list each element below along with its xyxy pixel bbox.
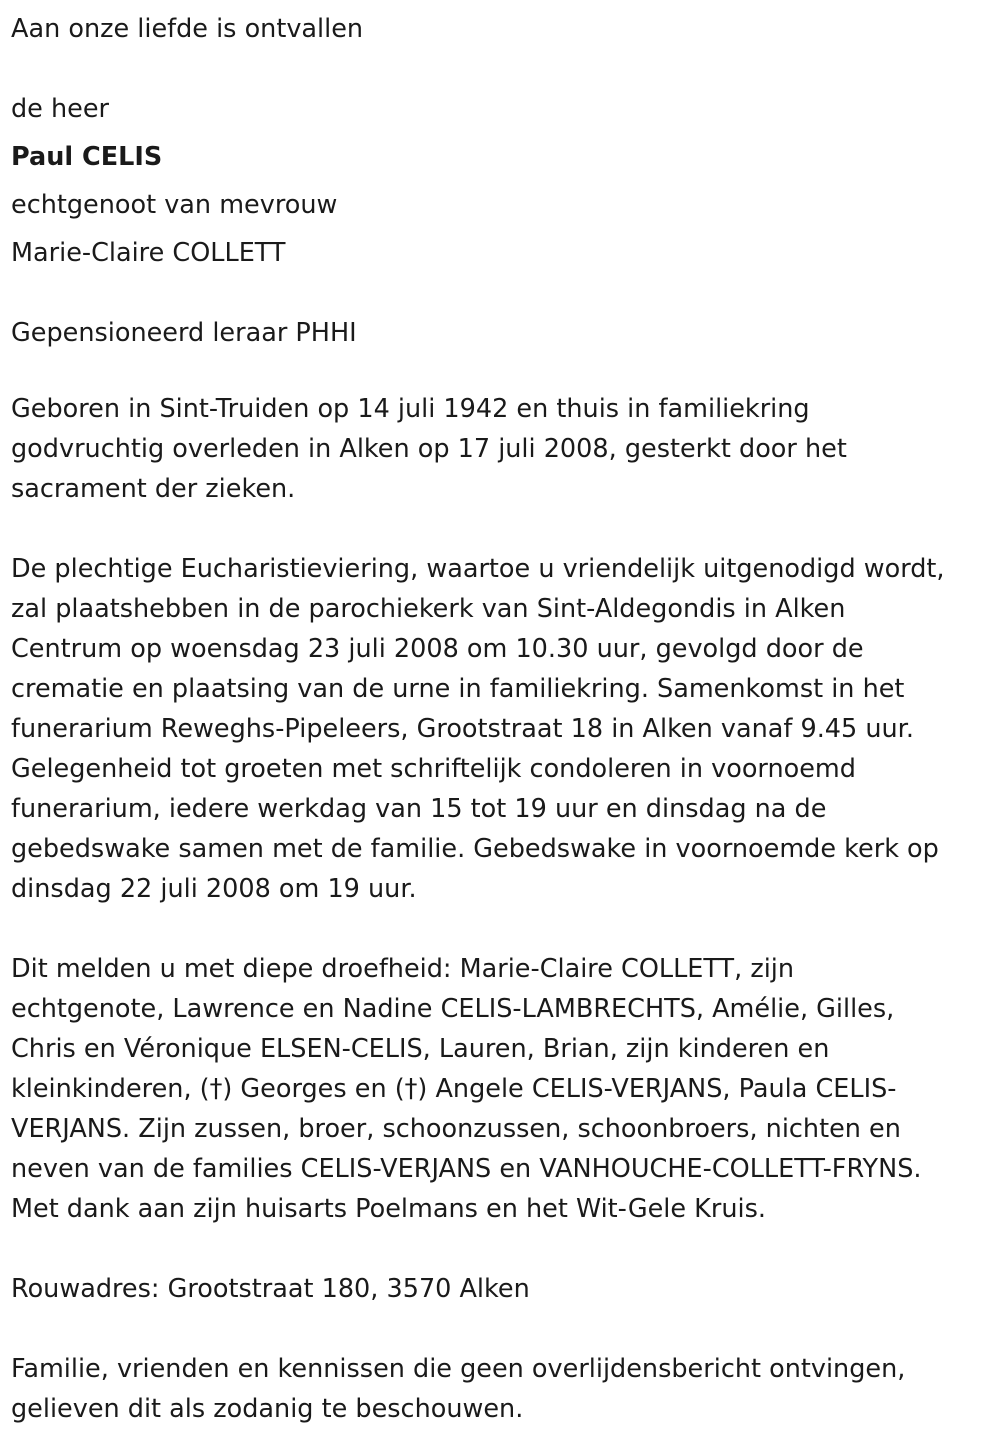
paragraph-line: crematie en plaatsing van de urne in familiekring. Samenkomst in het bbox=[11, 674, 905, 704]
paragraph-line: Gelegenheid tot groeten met schriftelijk condoleren in voornoemd bbox=[11, 754, 856, 784]
spacer bbox=[11, 357, 991, 389]
paragraph-line: godvruchtig overleden in Alken op 17 juli 2008, gesterkt door het bbox=[11, 434, 847, 464]
paragraph-line: zal plaatshebben in de parochiekerk van Sint-Aldegondis in Alken bbox=[11, 594, 846, 624]
birth-death-paragraph bbox=[11, 389, 991, 509]
paragraph-line: Met dank aan zijn huisarts Poelmans en het Wit-Gele Kruis. bbox=[11, 1194, 766, 1224]
relation-line: echtgenoot van mevrouw bbox=[11, 190, 338, 220]
deceased-name: Paul CELIS bbox=[11, 142, 163, 172]
paragraph-line: Geboren in Sint-Truiden op 14 juli 1942 en thuis in familiekring bbox=[11, 394, 810, 424]
paragraph-line: Chris en Véronique ELSEN-CELIS, Lauren, Brian, zijn kinderen en bbox=[11, 1034, 830, 1064]
mourning-address: Rouwadres: Grootstraat 180, 3570 Alken bbox=[11, 1274, 530, 1304]
paragraph-line: funerarium Reweghs-Pipeleers, Grootstraat 18 in Alken vanaf 9.45 uur. bbox=[11, 714, 914, 744]
paragraph-line: kleinkinderen, (†) Georges en (†) Angele CELIS-VERJANS, Paula CELIS- bbox=[11, 1074, 897, 1104]
spacer bbox=[11, 1229, 991, 1269]
paragraph-line: Dit melden u met diepe droefheid: Marie-Claire COLLETT, zijn bbox=[11, 954, 795, 984]
paragraph-line: funerarium, iedere werkdag van 15 tot 19 uur en dinsdag na de bbox=[11, 794, 827, 824]
paragraph-line: echtgenote, Lawrence en Nadine CELIS-LAMBRECHTS, Amélie, Gilles, bbox=[11, 994, 895, 1024]
paragraph-line: gelieven dit als zodanig te beschouwen. bbox=[11, 1394, 524, 1424]
paragraph-line: Familie, vrienden en kennissen die geen overlijdensbericht ontvingen, bbox=[11, 1354, 906, 1384]
spacer bbox=[11, 909, 991, 949]
occupation: Gepensioneerd leraar PHHI bbox=[11, 318, 357, 348]
paragraph-line: De plechtige Eucharistieviering, waartoe u vriendelijk uitgenodigd wordt, bbox=[11, 554, 945, 584]
family-paragraph bbox=[11, 949, 991, 1229]
spacer bbox=[11, 277, 991, 309]
paragraph-line: sacrament der zieken. bbox=[11, 474, 296, 504]
closing-paragraph bbox=[11, 1349, 991, 1429]
paragraph-line: dinsdag 22 juli 2008 om 19 uur. bbox=[11, 874, 417, 904]
obituary-document bbox=[11, 5, 991, 1429]
honorific: de heer bbox=[11, 94, 110, 124]
spouse-name: Marie-Claire COLLETT bbox=[11, 238, 286, 268]
address-paragraph bbox=[11, 1269, 991, 1309]
paragraph-line: Centrum op woensdag 23 juli 2008 om 10.30 uur, gevolgd door de bbox=[11, 634, 864, 664]
spacer bbox=[11, 53, 991, 85]
intro-line: Aan onze liefde is ontvallen bbox=[11, 14, 364, 44]
paragraph-line: VERJANS. Zijn zussen, broer, schoonzussen, schoonbroers, nichten en bbox=[11, 1114, 901, 1144]
spacer bbox=[11, 509, 991, 549]
paragraph-line: neven van de families CELIS-VERJANS en VANHOUCHE-COLLETT-FRYNS. bbox=[11, 1154, 922, 1184]
spacer bbox=[11, 1309, 991, 1349]
ceremony-paragraph bbox=[11, 549, 991, 909]
paragraph-line: gebedswake samen met de familie. Gebedswake in voornoemde kerk op bbox=[11, 834, 939, 864]
